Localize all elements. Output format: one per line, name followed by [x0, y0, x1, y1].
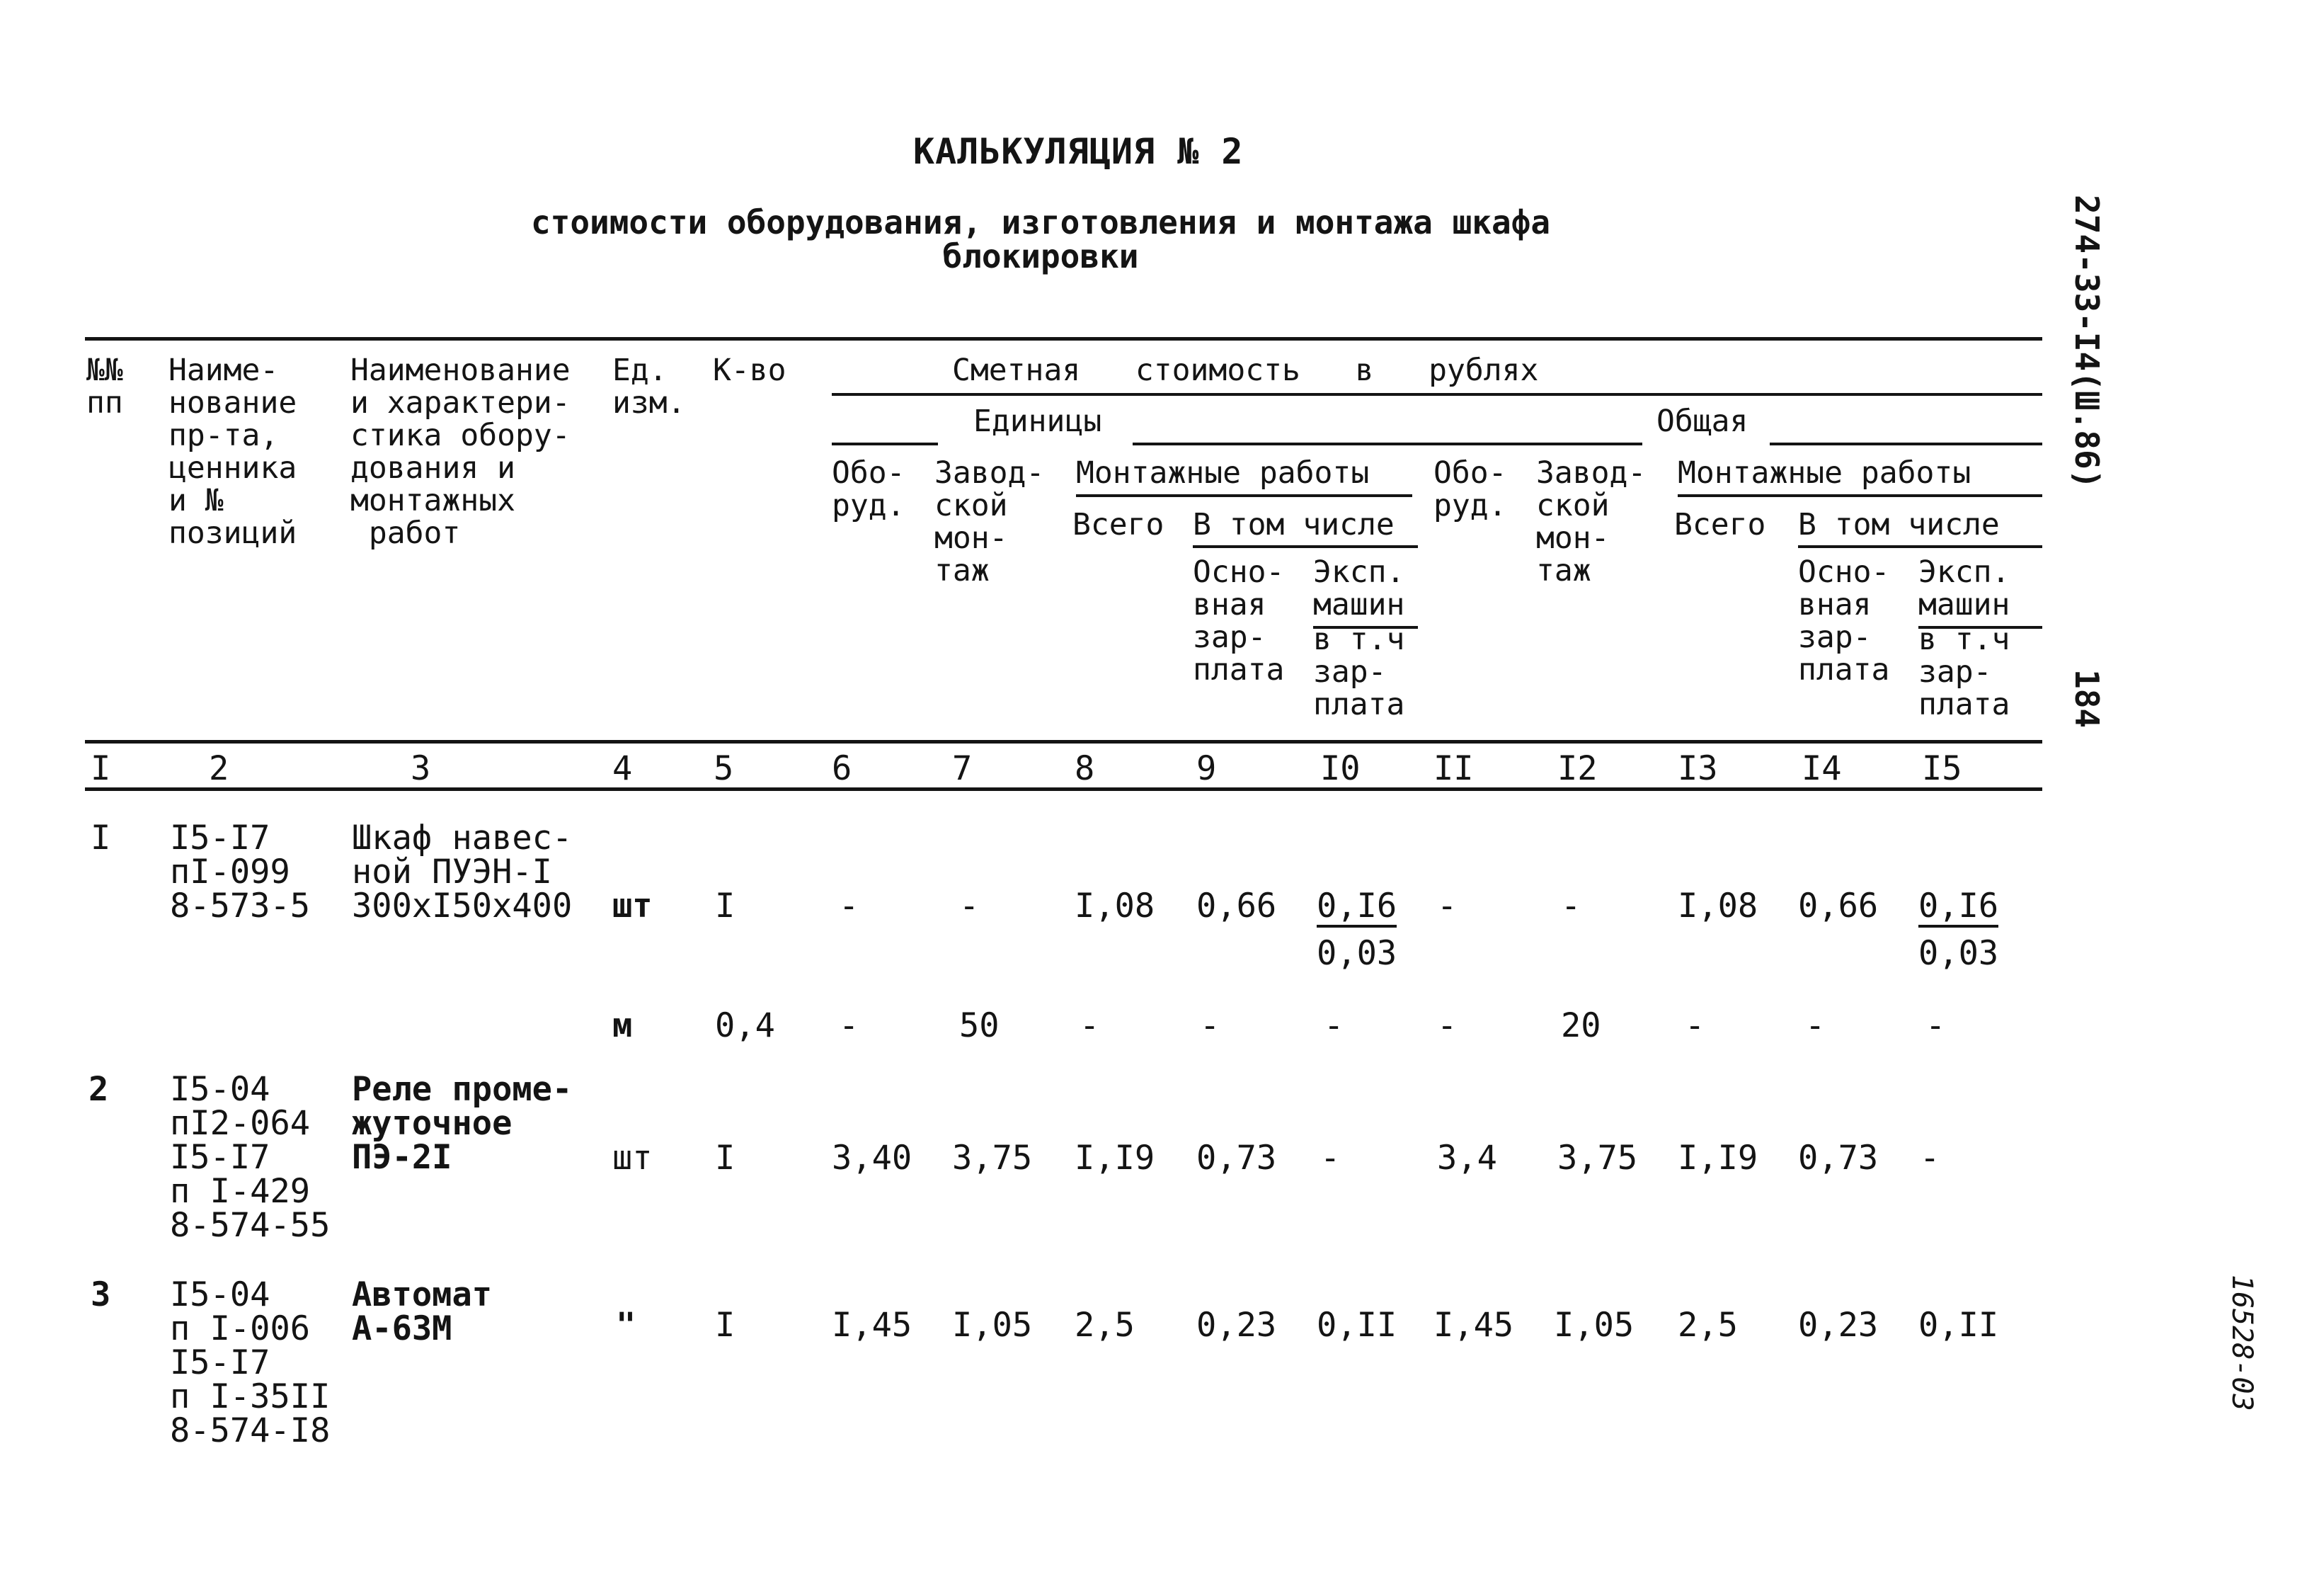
column-number: 9	[1196, 749, 1217, 788]
column-number: 6	[832, 749, 852, 788]
table-cell: 0,66	[1196, 887, 1277, 926]
table-row-code: I5-04 пI2-064 I5-I7 п I-429 8-574-55	[170, 1070, 331, 1245]
table-cell: I,08	[1075, 887, 1155, 926]
table-cell: 50	[959, 1006, 1000, 1045]
col-header-incl-total: В том числе	[1798, 507, 2000, 542]
col-header-factory: Завод- ской мон- таж	[934, 455, 1045, 588]
page-title: КАЛЬКУЛЯЦИЯ № 2	[913, 131, 1244, 172]
col-header-estimate: Сметная стоимость в рублях	[952, 353, 1539, 388]
column-number: I2	[1557, 749, 1598, 788]
col-header-machine-total: Эксп. машин	[1918, 554, 2010, 622]
table-cell: -	[1805, 1006, 1826, 1045]
col-header-factory-total: Завод- ской мон- таж	[1536, 455, 1647, 588]
table-cell: 2,5	[1075, 1306, 1135, 1345]
table-cell: -	[1200, 1006, 1220, 1045]
col-header-code: Наиме- нование пр-та, ценника и № позиций	[168, 353, 297, 551]
column-number: I3	[1678, 749, 1718, 788]
table-cell: 3,4	[1437, 1139, 1497, 1178]
table-cell: -	[1685, 1006, 1705, 1045]
incl-rule-2	[1798, 545, 2042, 548]
column-number: 5	[714, 749, 734, 788]
table-cell: I,05	[1554, 1306, 1635, 1345]
table-cell: -	[839, 887, 859, 926]
table-cell: -	[1320, 1139, 1341, 1178]
table-cell: I,05	[952, 1306, 1033, 1345]
col-header-machine: Эксп. машин	[1313, 554, 1405, 622]
table-row-qty: I	[715, 1139, 735, 1178]
col-header-install: Монтажные работы	[1076, 455, 1370, 491]
table-cell: 20	[1561, 1006, 1601, 1045]
table-cell: -	[1437, 1006, 1458, 1045]
table-cell: I,45	[832, 1306, 912, 1345]
col-header-qty: К-во	[713, 353, 786, 388]
column-number: 4	[612, 749, 633, 788]
column-number: 7	[952, 749, 973, 788]
column-number: I4	[1802, 749, 1842, 788]
table-cell: -	[1437, 887, 1458, 926]
column-number: 3	[411, 749, 431, 788]
table-cell: I,08	[1678, 887, 1758, 926]
table-row-qty: I	[715, 887, 735, 926]
table-row-num: 3	[91, 1275, 111, 1314]
col-header-total-cost: Общая	[1656, 404, 1748, 439]
table-cell: 2,5	[1678, 1306, 1738, 1345]
table-cell: 0,73	[1196, 1139, 1277, 1178]
table-cell: -	[1561, 887, 1581, 926]
header-bottom-rule	[85, 740, 2042, 744]
col-header-unit-cost: Единицы	[973, 404, 1102, 439]
table-cell: 3,75	[952, 1139, 1033, 1178]
table-row-unit: шт	[612, 1139, 653, 1178]
incl-rule-1	[1193, 545, 1418, 548]
table-cell: -	[1925, 1006, 1946, 1045]
column-number: 8	[1075, 749, 1095, 788]
col-header-wage: Осно- вная зар- плата	[1193, 554, 1285, 688]
table-cell: 0,73	[1798, 1139, 1879, 1178]
total-rule-right	[1770, 443, 2042, 445]
install-rule-2	[1678, 494, 2042, 497]
table-cell: 0,66	[1798, 887, 1879, 926]
table-cell: 0,II	[1317, 1306, 1397, 1345]
table-cell: I,I9	[1678, 1139, 1758, 1178]
unit-rule-left	[832, 443, 938, 445]
col-header-name: Наименование и характери- стика обору- дования и монтажных работ	[350, 353, 571, 551]
table-cell: 0,23	[1196, 1306, 1277, 1345]
table-row-unit: м	[612, 1006, 633, 1045]
col-header-num: №№ пп	[86, 353, 123, 421]
table-row-num: 2	[88, 1070, 109, 1109]
column-number: I	[91, 749, 111, 788]
table-row-code: I5-04 п I-006 I5-I7 п I-35II 8-574-I8	[170, 1275, 331, 1450]
page-subtitle-line1: стоимости оборудования, изготовления и монтажа шкафа	[530, 203, 1551, 241]
table-cell: 0,II	[1918, 1306, 1999, 1345]
col-header-incl: В том числе	[1193, 507, 1395, 542]
table-row-num: I	[91, 819, 111, 858]
table-row-name: Автомат А-63М	[352, 1275, 493, 1348]
table-row-qty: 0,4	[715, 1006, 775, 1045]
table-top-rule	[85, 337, 2042, 341]
col-header-machine-wage-total: в т.ч зар- плата	[1918, 622, 2010, 722]
col-header-install-total: Монтажные работы	[1678, 455, 1971, 491]
table-row-unit: шт	[612, 887, 653, 926]
table-cell: -	[959, 887, 980, 926]
col-header-machine-wage: в т.ч зар- плата	[1313, 622, 1405, 722]
table-cell: -	[1920, 1139, 1940, 1178]
table-cell: 3,40	[832, 1139, 912, 1178]
col-header-wage-total: Осно- вная зар- плата	[1798, 554, 1890, 688]
table-row-name: Реле проме- жуточное ПЭ-2I	[352, 1070, 573, 1177]
table-cell: 0,I6	[1317, 889, 1397, 928]
install-rule-1	[1076, 494, 1412, 497]
table-cell: -	[839, 1006, 859, 1045]
archive-stamp: 16528-03	[2226, 1275, 2258, 1411]
col-header-all: Всего	[1072, 507, 1164, 542]
column-numbers-rule	[85, 787, 2042, 791]
col-header-unit: Ед. изм.	[612, 353, 686, 421]
estimate-rule	[832, 393, 2042, 396]
table-row-qty: I	[715, 1306, 735, 1345]
table-cell: -	[1080, 1006, 1100, 1045]
col-header-equip: Обо- руд.	[832, 455, 905, 523]
table-cell: 0,23	[1798, 1306, 1879, 1345]
document-code: 274-33-I4(Ш.86)	[2068, 195, 2106, 489]
table-cell: I,I9	[1075, 1139, 1155, 1178]
column-number: II	[1433, 749, 1474, 788]
table-row-code: I5-I7 пI-099 8-573-5	[170, 819, 311, 926]
col-header-all-total: Всего	[1674, 507, 1766, 542]
total-rule-left	[1430, 443, 1642, 445]
col-header-equip-total: Обо- руд.	[1433, 455, 1507, 523]
table-cell: 0,03	[1918, 934, 1999, 973]
table-cell: 0,03	[1317, 934, 1397, 973]
table-cell: -	[1324, 1006, 1344, 1045]
page-number: 184	[2068, 669, 2106, 729]
page-subtitle-line2: блокировки	[942, 237, 1139, 275]
column-number: I0	[1320, 749, 1361, 788]
table-cell: I,45	[1433, 1306, 1514, 1345]
column-number: I5	[1922, 749, 1962, 788]
column-number: 2	[209, 749, 229, 788]
table-row-unit: "	[616, 1306, 636, 1345]
unit-rule-right	[1133, 443, 1430, 445]
table-cell: 3,75	[1557, 1139, 1638, 1178]
table-row-name: Шкаф навес- ной ПУЭН-I 300хI50х400	[352, 819, 573, 926]
table-cell: 0,I6	[1918, 889, 1998, 928]
